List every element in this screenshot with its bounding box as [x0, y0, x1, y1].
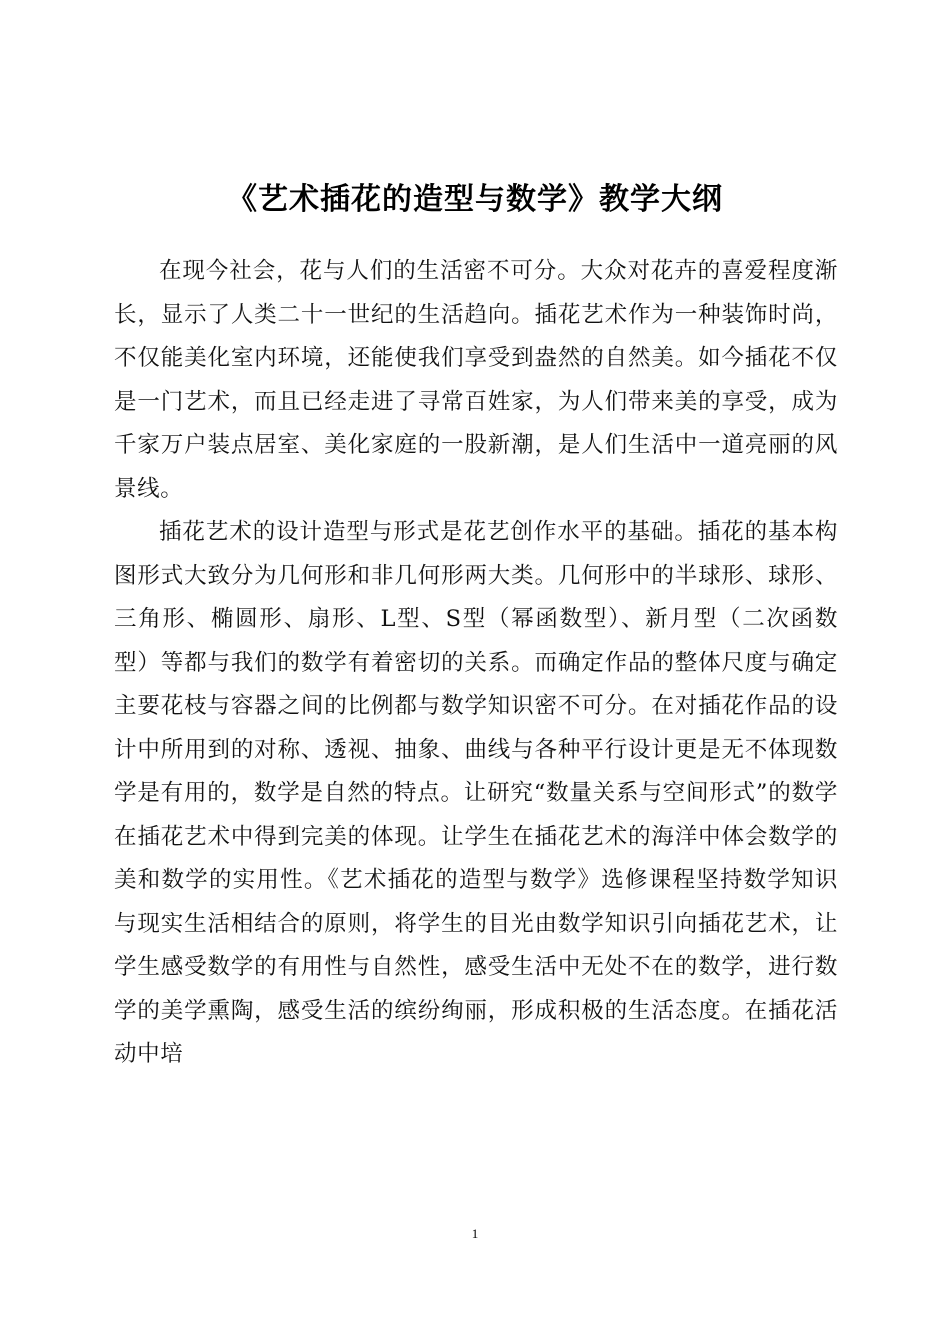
paragraph-intro: 在现今社会，花与人们的生活密不可分。大众对花卉的喜爱程度渐长，显示了人类二十一世纪的生活趋向。插花艺术作为一种装饰时尚，不仅能美化室内环境，还能使我们享受到盎然的自然美。如今插花不仅是一门艺术，而且已经走进了寻常百姓家，为人们带来美的享受，成为千家万户装点居室、美化家庭的一股新潮，是人们生活中一道亮丽的风景线。: [114, 258, 838, 502]
document-title: 《艺术插花的造型与数学》教学大纲: [227, 182, 723, 217]
page-number: 1: [471, 1226, 479, 1241]
paragraph-design: 插花艺术的设计造型与形式是花艺创作水平的基础。插花的基本构图形式大致分为几何形和非几何形两大类。几何形中的半球形、球形、三角形、椭圆形、扇形、L型、S型（幂函数型）、新月型（二次函数型）等都与我们的数学有着密切的关系。而确定作品的整体尺度与确定主要花枝与容器之间的比例都与数学知识密不可分。在对插花作品的设计中所用到的对称、透视、抽象、曲线与各种平行设计更是无不体现数学是有用的，数学是自然的特点。让研究“数量关系与空间形式”的数学在插花艺术中得到完美的体现。让学生在插花艺术的海洋中体会数学的美和数学的实用性。《艺术插花的造型与数学》选修课程坚持数学知识与现实生活相结合的原则，将学生的目光由数学知识引向插花艺术，让学生感受数学的有用性与自然性，感受生活中无处不在的数学，进行数学的美学熏陶，感受生活的缤纷绚丽，形成积极的生活态度。在插花活动中培: [114, 519, 838, 1067]
document-body: [114, 250, 838, 1077]
